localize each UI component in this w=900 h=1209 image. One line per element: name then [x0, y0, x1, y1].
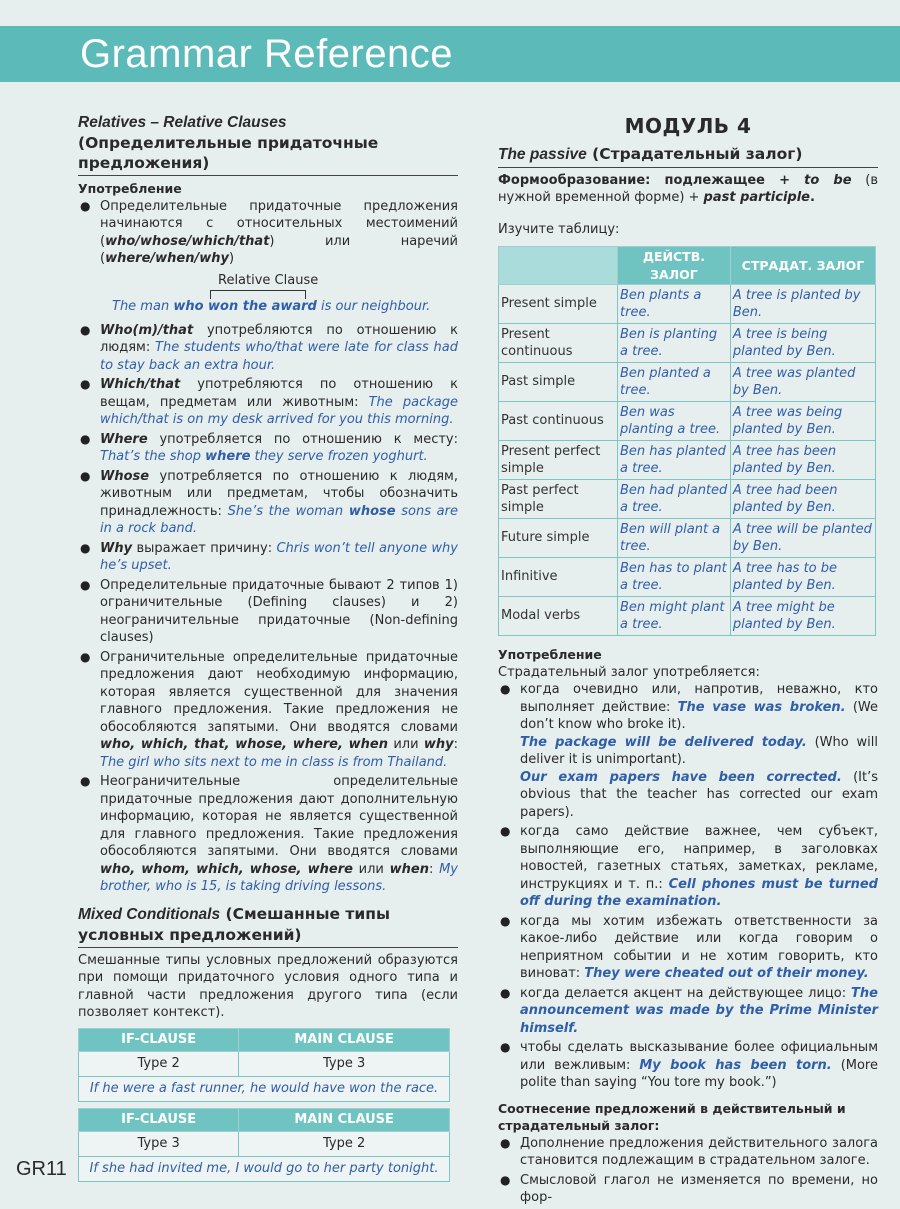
relative-clause-label: Relative Clause — [218, 272, 319, 288]
table-header-active: ДЕЙСТВ. ЗАЛОГ — [618, 247, 731, 285]
table-header-blank — [499, 247, 618, 285]
table-header: MAIN CLAUSE — [239, 1028, 450, 1051]
table-header: MAIN CLAUSE — [239, 1108, 450, 1131]
module-heading: МОДУЛЬ 4 — [624, 114, 752, 138]
relative-clause-diagram — [78, 270, 458, 322]
table-row: Present simple Ben plants a tree. A tree is planted by Ben. — [499, 285, 876, 324]
header-banner — [0, 26, 900, 82]
list-item: ● Смысловой глагол не изменяется по времени, но фор- — [498, 1172, 878, 1207]
list-item: ● Неограничительные определительные придаточные предложения дают дополнительную информацию, которая не является существенной для главного предложения. Такие предложения обособляются запятыми. Они вводятся словами who, whom, which, whose, where или when: My brother, who is 15, is taking driving lessons. — [78, 773, 458, 896]
table-row: Present perfect simple Ben has planted a tree. A tree has been planted by Ben. — [499, 441, 876, 480]
page-title: Grammar Reference — [80, 32, 454, 76]
table-row: Future simple Ben will plant a tree. A tree will be planted by Ben. — [499, 519, 876, 558]
passive-usage-list — [498, 681, 878, 1092]
list-item: ● когда само действие важнее, чем субъект, выполняющие его, например, в заголовках новостей, газетных статьях, заметках, рекламе, инструкциях и т. п.: Cell phones must be turned off during the examination. — [498, 823, 878, 911]
passive-usage-intro: Страдательный залог употребляется: — [498, 664, 760, 680]
table-header: IF-CLAUSE — [79, 1028, 239, 1051]
passive-usage-heading: Употребление — [498, 647, 602, 662]
mixed-conditionals-text: Смешанные типы условных предложений образуются при помощи придаточного условия одного типа и главной части предложения другого типа (если позволяет контекст). — [78, 952, 458, 1020]
list-item: ● когда очевидно или, напротив, неважно, кто выполняет действие: The vase was broken. (We don’t know who broke it). The package will be delivered today. (Who will deliver it is unimportant). Our exam papers have been corrected. (It’s obvious that the teacher has corrected our exam papers). — [498, 681, 878, 821]
correlation-list — [498, 1135, 878, 1207]
table-cell: Type 3 — [79, 1131, 239, 1156]
relatives-title — [78, 112, 458, 176]
passive-title: The passive (Страдательный залог) — [498, 144, 878, 168]
relatives-title-ru: (Определительные придаточные предложения) — [78, 134, 379, 172]
table-row: Modal verbs Ben might plant a tree. A tree might be planted by Ben. — [499, 597, 876, 636]
table-header: IF-CLAUSE — [79, 1108, 239, 1131]
table-example: If she had invited me, I would go to her party tonight. — [79, 1156, 450, 1181]
list-item: ● когда делается акцент на действующее лицо: The announcement was made by the Prime Minister himself. — [498, 985, 878, 1038]
table-row: Past continuous Ben was planting a tree. A tree was being planted by Ben. — [499, 402, 876, 441]
passive-formation: Формообразование: подлежащее + to be (в нужной временной форме) + past participle. — [498, 172, 878, 205]
passive-table — [498, 246, 876, 636]
right-column — [498, 114, 879, 1209]
list-item: ● Where употребляется по отношению к месту: That’s the shop where they serve frozen yoghurt. — [78, 431, 458, 466]
mixed-conditionals-title: Mixed Conditionals (Смешанные типы условных предложений) — [78, 904, 458, 948]
list-item: ● Определительные придаточные предложения начинаются с относительных местоимений (who/whose/which/that) или наречий (where/when/why) — [78, 198, 458, 268]
list-item: ● чтобы сделать высказывание более официальным или вежливым: My book has been torn. (More polite than saying “You tore my book.”) — [498, 1039, 878, 1092]
relatives-pronoun-list — [78, 322, 458, 896]
relatives-title-en: Relatives – Relative Clauses — [78, 114, 287, 131]
relatives-list — [78, 198, 458, 268]
table-cell: Type 3 — [239, 1051, 450, 1076]
page-number: GR11 — [16, 1158, 67, 1180]
list-item: ● Определительные придаточные бывают 2 типов 1) ограничительные (Defining clauses) и 2) неограничительные придаточные (Non-defining clauses) — [78, 577, 458, 647]
list-item: ● Who(m)/that употребляются по отношению к людям: The students who/that were late for class had to stay back an extra hour. — [78, 322, 458, 375]
mixed-conditionals-table-2 — [78, 1108, 450, 1182]
list-item: ● Why выражает причину: Chris won’t tell anyone why he’s upset. — [78, 540, 458, 575]
table-row: Past simple Ben planted a tree. A tree was planted by Ben. — [499, 363, 876, 402]
list-item: ● Whose употребляется по отношению к людям, животным или предметам, чтобы обозначить принадлежность: She’s the woman whose sons are in a rock band. — [78, 468, 458, 538]
study-table-prompt: Изучите таблицу: — [498, 221, 620, 237]
relatives-usage-heading: Употребление — [78, 181, 182, 196]
table-row: Past perfect simple Ben had planted a tree. A tree had been planted by Ben. — [499, 480, 876, 519]
table-cell: Type 2 — [239, 1131, 450, 1156]
left-column — [78, 112, 458, 1182]
mixed-conditionals-table-1 — [78, 1028, 450, 1102]
table-row: Present continuous Ben is planting a tree. A tree is being planted by Ben. — [499, 324, 876, 363]
list-item: ● Ограничительные определительные придаточные предложения дают необходимую информацию, которая является существенной для значения главного предложения. Такие предложения не обособляются запятыми. Они вводятся словами who, which, that, whose, where, when или why: The girl who sits next to me in class is from Thailand. — [78, 649, 458, 772]
list-item: ● Дополнение предложения действительного залога становится подлежащим в страдательном залоге. — [498, 1135, 878, 1170]
relative-clause-example: The man who won the award is our neighbour. — [112, 298, 431, 314]
table-header-passive: СТРАДАТ. ЗАЛОГ — [730, 247, 875, 285]
correlation-heading: Соотнесение предложений в действительный и страдательный залог: — [498, 1100, 846, 1133]
table-cell: Type 2 — [79, 1051, 239, 1076]
table-row: Infinitive Ben has to plant a tree. A tree has to be planted by Ben. — [499, 558, 876, 597]
list-item: ● Which/that употребляются по отношению к вещам, предметам или животным: The package which/that is on my desk arrived for you this morning. — [78, 376, 458, 429]
list-item: ● когда мы хотим избежать ответственности за какое-либо действие или когда говорим о неприятном событии и не хотим говорить, кто виноват: They were cheated out of their money. — [498, 913, 878, 983]
table-example: If he were a fast runner, he would have won the race. — [79, 1076, 450, 1101]
